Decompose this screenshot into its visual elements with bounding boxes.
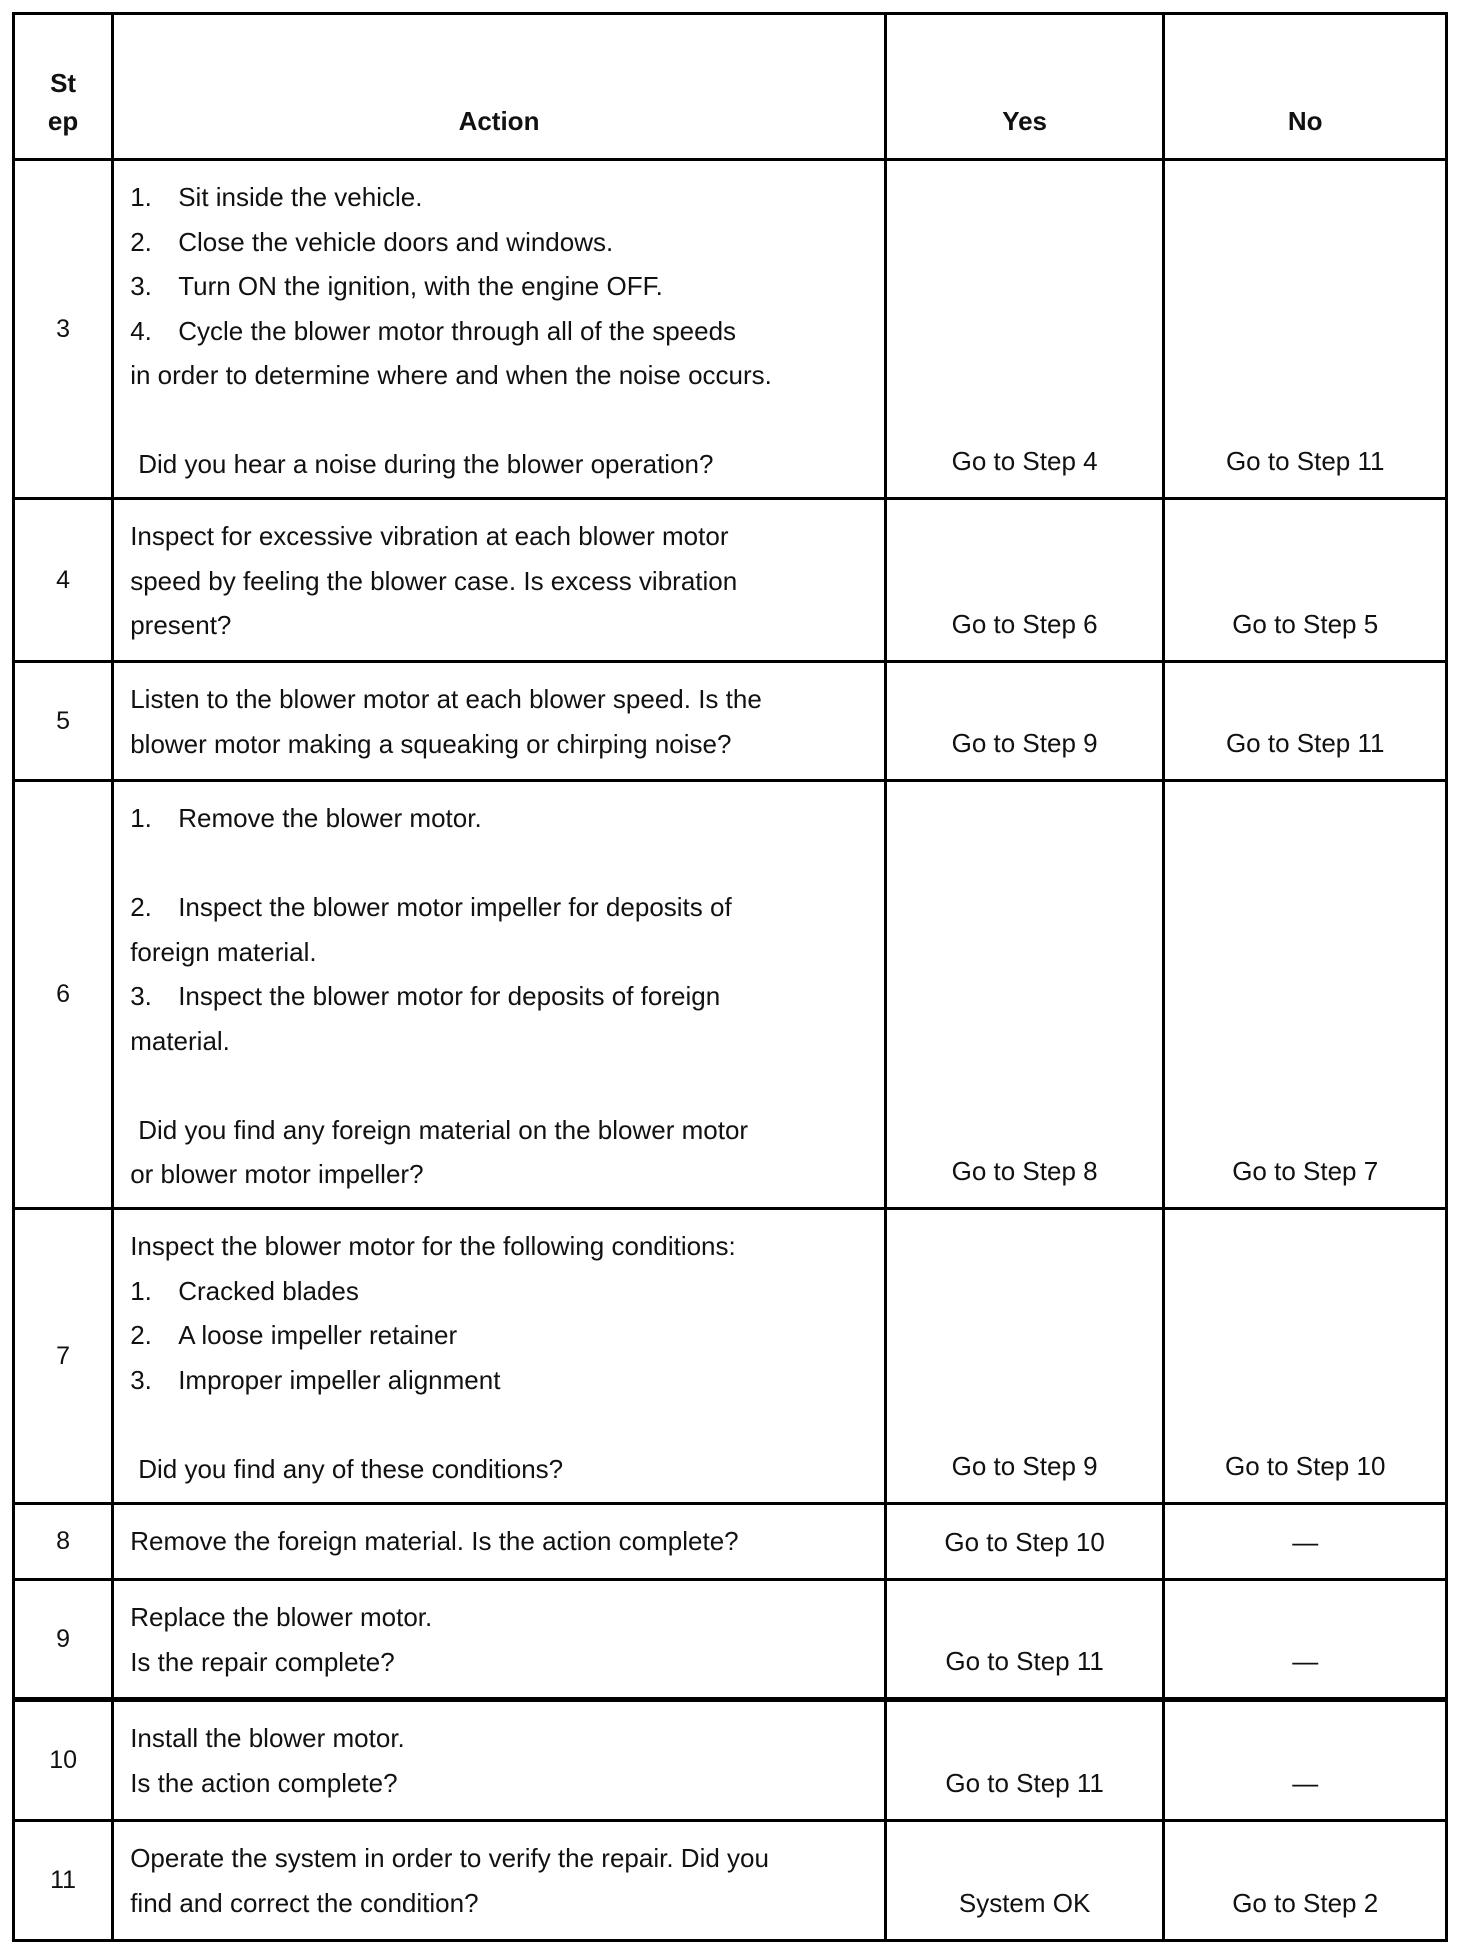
- action-cell: Inspect for excessive vibration at each blower motor speed by feeling the blower case. Is excess vibration present?: [113, 499, 886, 662]
- step-number: 8: [14, 1504, 113, 1580]
- yes-result: Go to Step 4: [885, 160, 1164, 499]
- list-item: 3. Turn ON the ignition, with the engine OFF.: [130, 271, 663, 301]
- action-cell: [113, 781, 886, 1209]
- no-result: Go to Step 11: [1164, 662, 1447, 781]
- yes-result: Go to Step 9: [885, 662, 1164, 781]
- table-row: [14, 781, 1447, 1209]
- no-result: —: [1164, 1504, 1447, 1580]
- no-result: —: [1164, 1580, 1447, 1700]
- action-cell: Replace the blower motor. Is the repair complete?: [113, 1580, 886, 1700]
- question-text: Did you find any foreign material on the blower motor: [138, 1114, 749, 1145]
- list-item: 2. Close the vehicle doors and windows.: [130, 226, 614, 257]
- header-no: No: [1164, 14, 1447, 160]
- table-row: [14, 499, 1447, 662]
- header-row: [14, 14, 1447, 160]
- header-yes: Yes: [885, 14, 1164, 160]
- step-number: 4: [14, 499, 113, 662]
- step-number: 3: [14, 160, 113, 499]
- list-item: in order to determine where and when the noise occurs.: [130, 360, 772, 390]
- action-cell: Remove the foreign material. Is the action complete?: [113, 1504, 886, 1580]
- action-cell: Inspect the blower motor for the following conditions: 1. Cracked blades 2. A loose impeller retainer 3. Improper impeller alignment Did you find any of these conditions?: [113, 1209, 886, 1504]
- header-action: Action: [113, 14, 886, 160]
- no-result: —: [1164, 1700, 1447, 1821]
- question-text: or blower motor impeller?: [130, 1159, 424, 1189]
- question-text: Did you find any of these conditions?: [138, 1453, 564, 1484]
- step-number: 6: [14, 781, 113, 1209]
- diagnostic-table: [12, 12, 1448, 1942]
- step-number: 9: [14, 1580, 113, 1700]
- step-number: 10: [14, 1700, 113, 1821]
- no-result: Go to Step 5: [1164, 499, 1447, 662]
- question-text: Did you hear a noise during the blower operation?: [138, 449, 714, 479]
- list-item: foreign material.: [130, 936, 317, 967]
- list-item: 4. Cycle the blower motor through all of the speeds: [130, 315, 737, 346]
- table-row: [14, 1700, 1447, 1821]
- yes-result: Go to Step 10: [885, 1504, 1164, 1580]
- action-cell: Listen to the blower motor at each blower speed. Is the blower motor making a squeaking or chirping noise?: [113, 662, 886, 781]
- list-item: material.: [130, 1025, 230, 1056]
- yes-result: Go to Step 8: [885, 781, 1164, 1209]
- action-cell: Install the blower motor. Is the action complete?: [113, 1700, 886, 1821]
- table-row: [14, 1209, 1447, 1504]
- table-row: [14, 1580, 1447, 1700]
- list-item: 1. Remove the blower motor.: [130, 803, 482, 833]
- header-step: St ep: [14, 14, 113, 160]
- table-row: [14, 1821, 1447, 1941]
- step-number: 11: [14, 1821, 113, 1941]
- action-cell: [113, 160, 886, 499]
- no-result: Go to Step 7: [1164, 781, 1447, 1209]
- table-row: [14, 1504, 1447, 1580]
- step-number: 5: [14, 662, 113, 781]
- list-item: 2. Inspect the blower motor impeller for deposits of: [130, 892, 732, 922]
- step-number: 7: [14, 1209, 113, 1504]
- no-result: Go to Step 11: [1164, 160, 1447, 499]
- yes-result: Go to Step 6: [885, 499, 1164, 662]
- yes-result: System OK: [885, 1821, 1164, 1941]
- list-item: 1. Cracked blades: [130, 1275, 359, 1306]
- action-cell: Operate the system in order to verify the repair. Did you find and correct the condition?: [113, 1821, 886, 1941]
- list-item: 2. A loose impeller retainer: [130, 1320, 458, 1350]
- list-item: 1. Sit inside the vehicle.: [130, 182, 423, 212]
- no-result: Go to Step 10: [1164, 1209, 1447, 1504]
- list-item: 3. Inspect the blower motor for deposits of foreign: [130, 981, 721, 1011]
- yes-result: Go to Step 9: [885, 1209, 1164, 1504]
- list-item: 3. Improper impeller alignment: [130, 1364, 501, 1395]
- table-row: [14, 662, 1447, 781]
- table-row: [14, 160, 1447, 499]
- yes-result: Go to Step 11: [885, 1700, 1164, 1821]
- no-result: Go to Step 2: [1164, 1821, 1447, 1941]
- yes-result: Go to Step 11: [885, 1580, 1164, 1700]
